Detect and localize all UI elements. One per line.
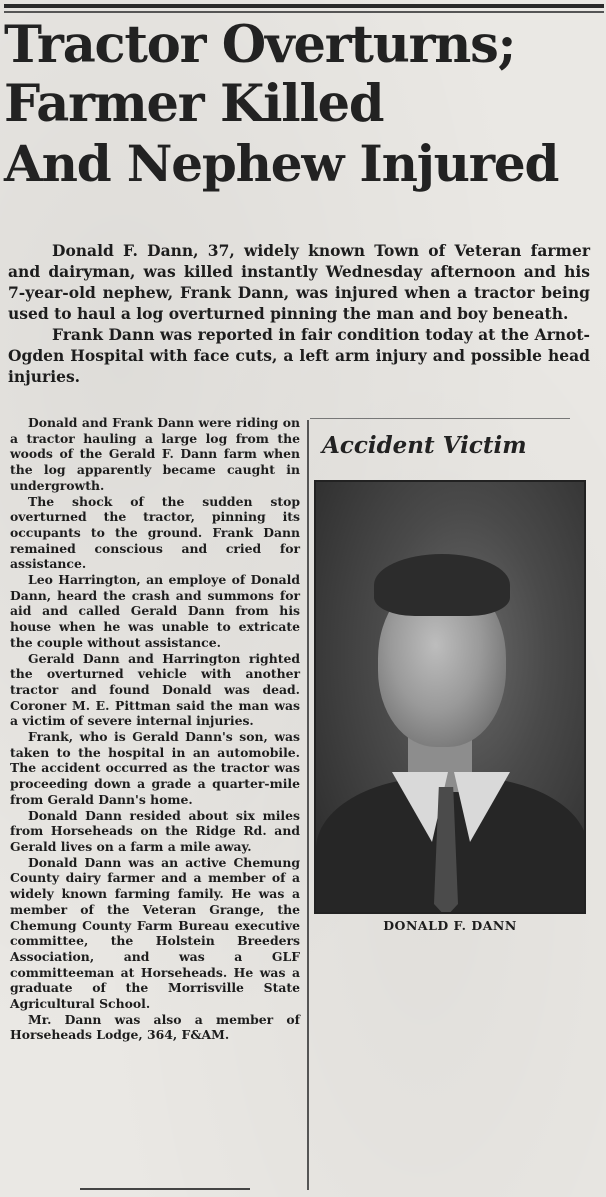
headline xyxy=(4,16,602,193)
top-rule xyxy=(4,4,604,8)
body-paragraph: The shock of the sudden stop overturned the tractor, pinning its occupants to the ground. Frank Dann remained conscious and cried for assistance. xyxy=(10,493,300,572)
top-rule-thin xyxy=(4,11,604,13)
column-divider xyxy=(307,420,309,1190)
headline-line-3: And Nephew Injured xyxy=(4,134,559,193)
photo-caption: DONALD F. DANN xyxy=(383,918,517,933)
body-paragraph: Donald and Frank Dann were riding on a tractor hauling a large log from the woods of the Gerald F. Dann farm when the log apparently became caught in undergrowth. xyxy=(10,415,300,493)
body-paragraph: Mr. Dann was also a member of Horseheads Lodge, 364, F&AM. xyxy=(10,1011,300,1043)
lead-paragraph-2: Frank Dann was reported in fair condition today at the Arnot-Ogden Hospital with face cuts, a left arm injury and possible head injuries. xyxy=(8,325,590,386)
headline-line-2: Farmer Killed xyxy=(4,74,384,134)
bottom-rule xyxy=(80,1188,250,1190)
headline-line-1: Tractor Overturns; xyxy=(4,15,516,75)
body-paragraph: Donald Dann resided about six miles from Horseheads on the Ridge Rd. and Gerald lives on a farm a mile away. xyxy=(10,807,300,854)
portrait-collar-right xyxy=(454,772,510,842)
photo-header: Accident Victim xyxy=(322,432,527,459)
lead-paragraphs xyxy=(8,240,590,387)
article-body-column xyxy=(10,415,300,1043)
portrait-hair xyxy=(374,554,510,616)
body-paragraph: Donald Dann was an active Chemung County dairy farmer and a member of a widely known farming family. He was a member of the Veteran Grange, the Chemung County Farm Bureau executive committee, the Holstein Breeders Association, and was a GLF committeeman at Horseheads. He was a graduate of the Morrisville State Agricultural School. xyxy=(10,854,300,1012)
portrait-photo xyxy=(314,480,586,914)
photo-column-top-rule xyxy=(310,418,570,419)
body-paragraph: Gerald Dann and Harrington righted the overturned vehicle with another tractor and found Donald was dead. Coroner M. E. Pittman said the man was a victim of severe internal injuries. xyxy=(10,650,300,729)
body-paragraph: Leo Harrington, an employe of Donald Dann, heard the crash and summons for aid and called Gerald Dann from his house when he was unable to extricate the couple without assistance. xyxy=(10,572,300,650)
lead-paragraph-1: Donald F. Dann, 37, widely known Town of Veteran farmer and dairyman, was killed instantly Wednesday afternoon and his 7-year-old nephew, Frank Dann, was injured when a tractor being used to haul a log overturned pinning the man and boy beneath. xyxy=(8,241,590,323)
body-paragraph: Frank, who is Gerald Dann's son, was taken to the hospital in an automobile. The accident occurred as the tractor was proceeding down a grade a quarter-mile from Gerald Dann's home. xyxy=(10,729,300,807)
